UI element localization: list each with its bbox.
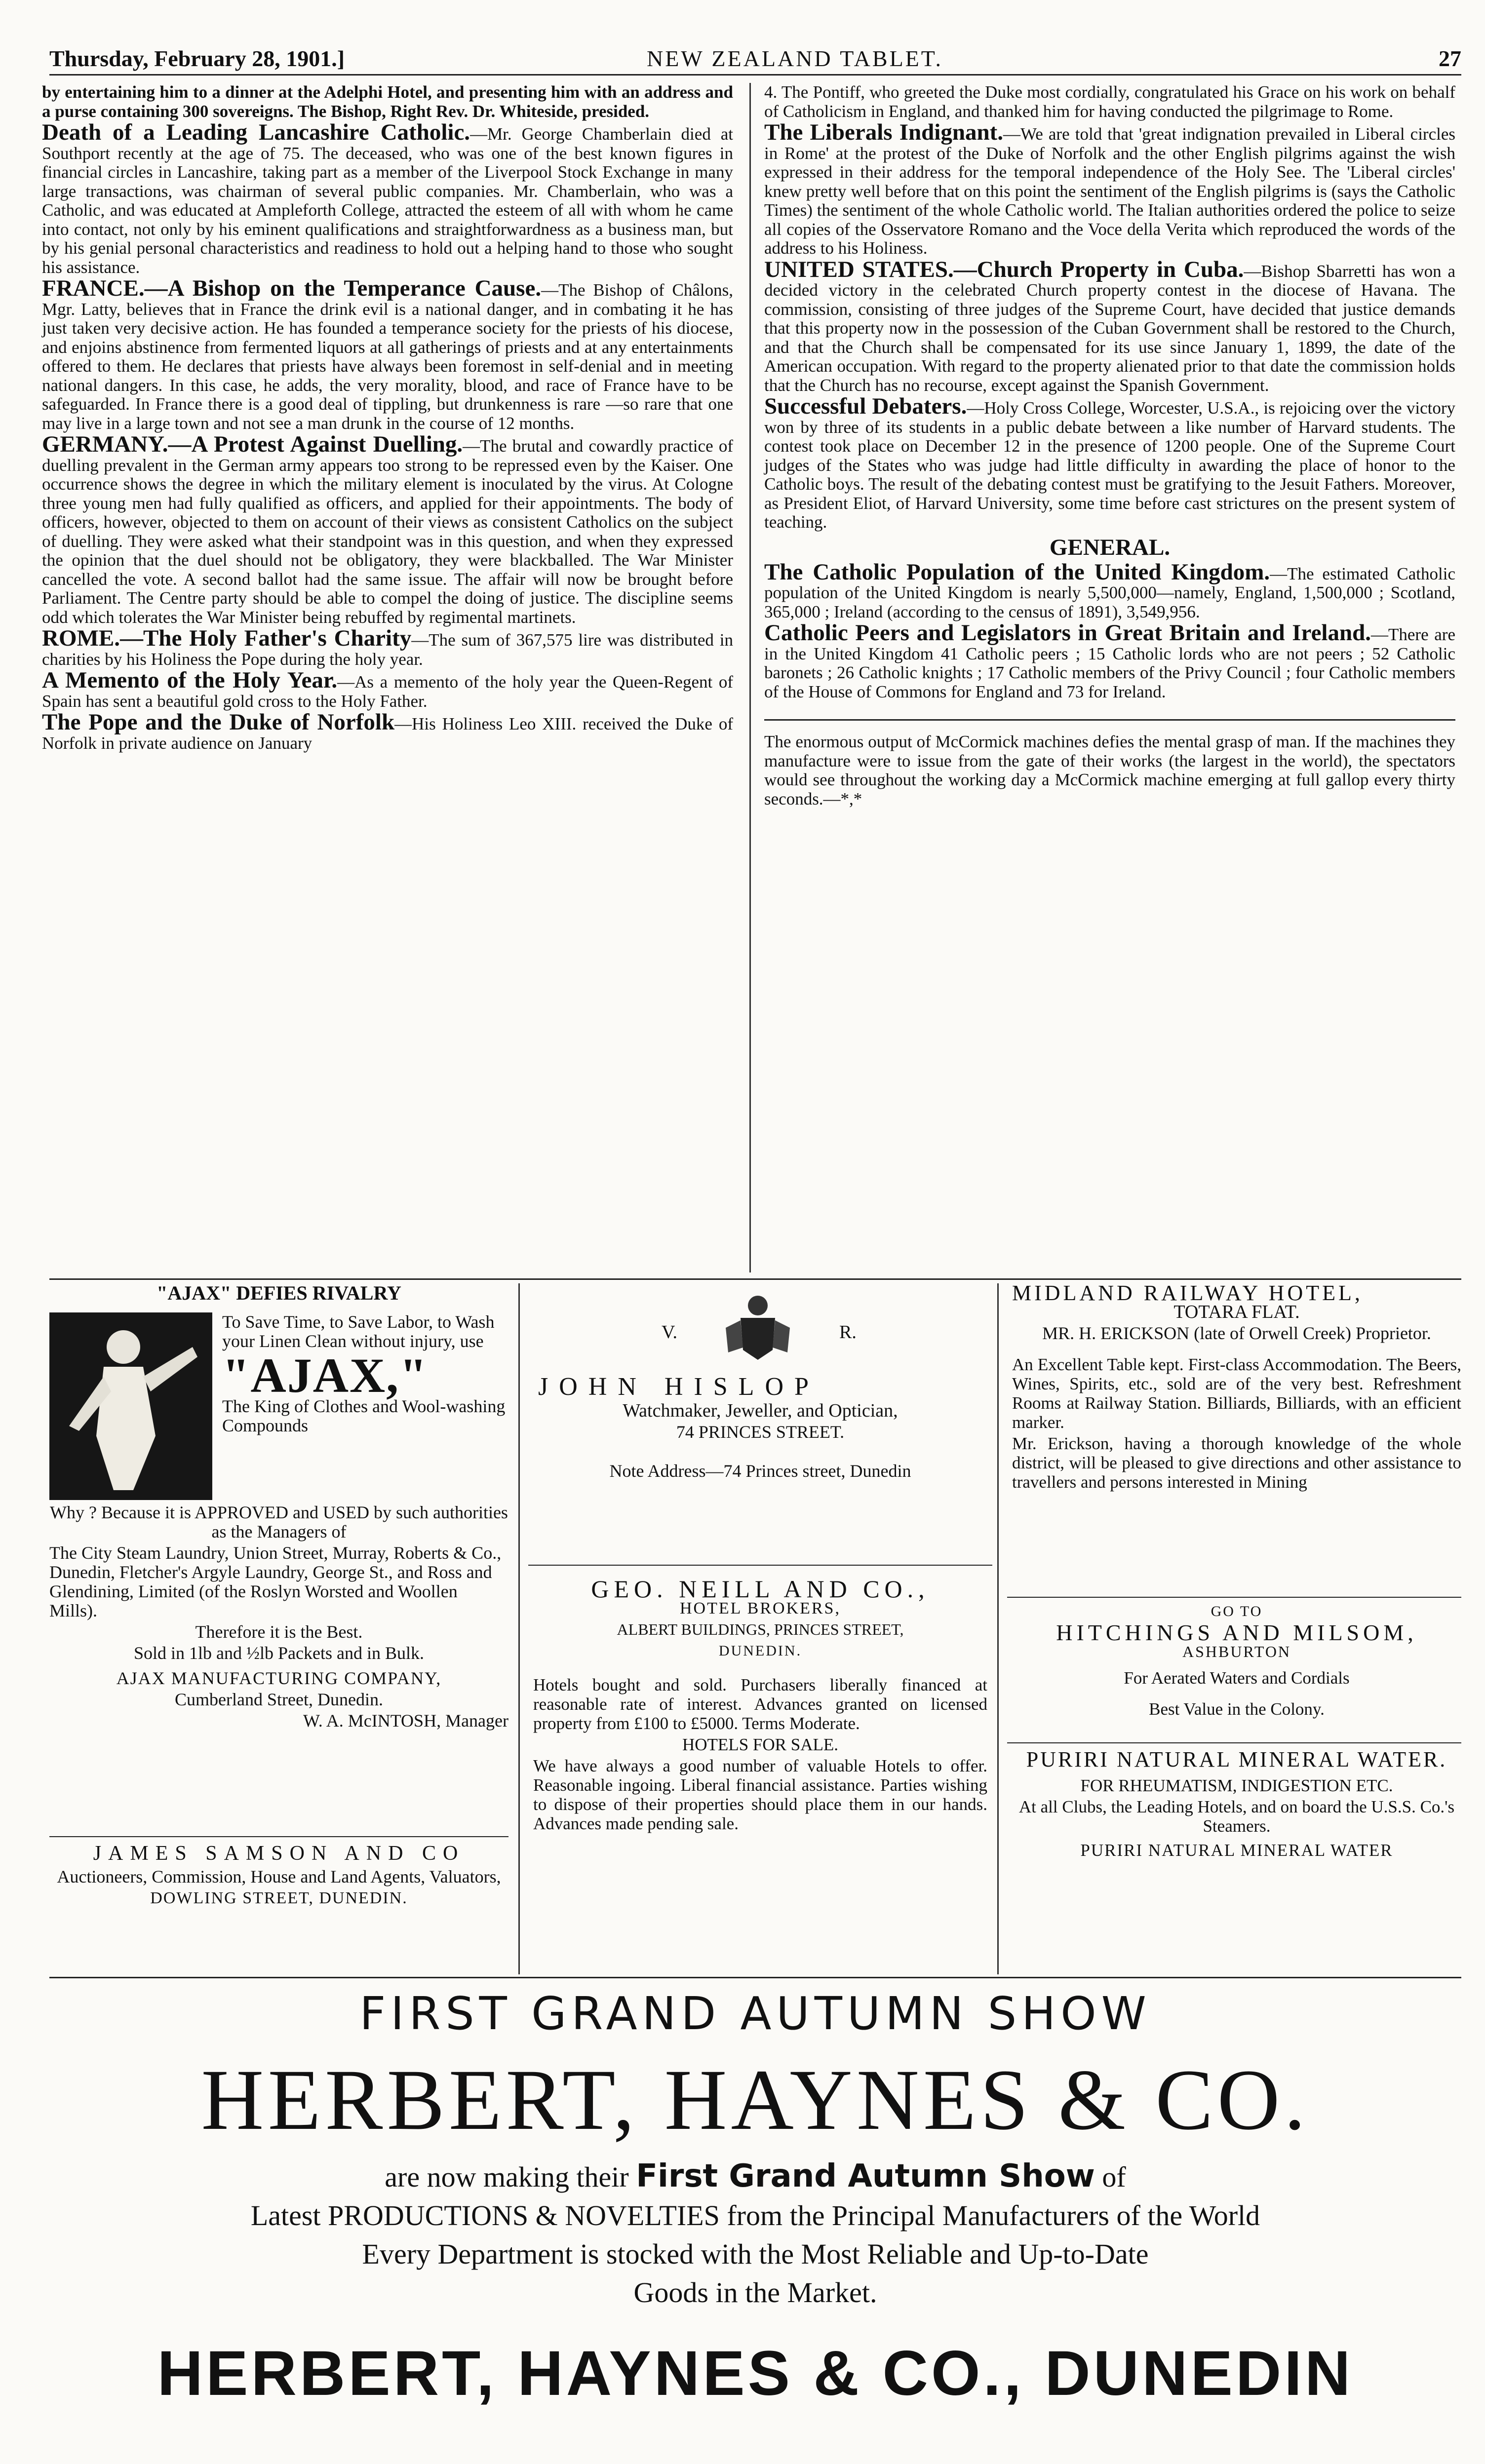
neill-sale-title: HOTELS FOR SALE. (682, 1735, 838, 1754)
midland-place: TOTARA FLAT. (1173, 1302, 1300, 1322)
herbert-footer: HERBERT, HAYNES & CO., DUNEDIN (157, 2338, 1354, 2409)
ajax-intro: To Save Time, to Save Labor, to Wash your Linen Clean without injury, use (222, 1312, 495, 1351)
article-rome-charity: ROME.—The Holy Father's Charity—The sum of 367,575 lire was distributed in charities by his Holiness the Pope during the holy year. (42, 625, 733, 669)
hislop-trade: Watchmaker, Jeweller, and Optician, (623, 1400, 898, 1421)
ajax-tagline: The King of Clothes and Wool-washing Compounds (222, 1396, 506, 1435)
header-page-number: 27 (1439, 46, 1461, 71)
article-peers: Catholic Peers and Legislators in Great Britain and Ireland.—There are in the United Kingdom 41 Catholic peers ; 15 Catholic lords who are not peers ; 52 Catholic baronets ; 26 Catholic knights ; 17 Catholic members of the Privy Council ; four Catholic members of the House of Commons for England and 73 for Ireland. (764, 620, 1455, 701)
royal-arms-row (533, 1293, 987, 1367)
samson-name: JAMES SAMSON AND CO (93, 1842, 465, 1865)
article-heading: ROME.—The Holy Father's Charity (42, 625, 412, 651)
ad-hislop (533, 1293, 987, 1483)
article-continuation: by entertaining him to a dinner at the Adelphi Hotel, and presenting him with an address and a purse containing 300 sovereigns. The Bishop, Right Rev. Dr. Whiteside, presided. (42, 82, 733, 121)
herbert-line2: Latest PRODUCTIONS & NOVELTIES from the Principal Manufacturers of the World (250, 2199, 1260, 2232)
samson-line2: DOWLING STREET, DUNEDIN. (150, 1889, 408, 1907)
puriri-name: PURIRI NATURAL MINERAL WATER. (1026, 1747, 1447, 1771)
neill-address: ALBERT BUILDINGS, PRINCES STREET, (617, 1620, 904, 1638)
header-title: NEW ZEALAND TABLET. (647, 46, 943, 71)
ajax-headline: "AJAX" DEFIES RIVALRY (156, 1282, 401, 1304)
neill-text1: Hotels bought and sold. Purchasers liberally financed at reasonable rate of interest. Advances granted on licensed property from £100 to £5000. Terms Moderate. (533, 1675, 987, 1733)
article-heading: UNITED STATES.—Church Property in Cuba. (764, 256, 1244, 282)
hitchings-place: ASHBURTON (1182, 1643, 1291, 1660)
hislop-street: 74 PRINCES STREET. (676, 1422, 845, 1442)
ads-top-rule (49, 1278, 1461, 1280)
ad-samson (49, 1844, 508, 1910)
article-heading: The Pope and the Duke of Norfolk (42, 709, 395, 735)
herbert-line3: Every Department is stocked with the Most Reliable and Up-to-Date (362, 2238, 1149, 2270)
ajax-figure-illustration (49, 1312, 212, 1500)
article-liberals: The Liberals Indignant.—We are told that 'great indignation prevailed in Liberal circles in Rome' at the protest of the Duke of Norfolk and the other English pilgrims against the wish expressed in their address for the temporal independence of the Holy See. The 'Liberal circles' knew pretty well before that on this point the sentiment of the English pilgrims is (says the Catholic Times) the sentiment of the whole Catholic world. The Italian authorities ordered the police to seize all copies of the Osservatore Romano and the Voce della Verita which reproduced the words of the address to his Holiness. (764, 119, 1455, 258)
vr-left: V. (662, 1322, 678, 1343)
ad-divider (528, 1565, 992, 1566)
ajax-company: AJAX MANUFACTURING COMPANY, (116, 1668, 442, 1688)
article-norfolk: The Pope and the Duke of Norfolk—His Holiness Leo XIII. received the Duke of Norfolk in private audience on January (42, 709, 733, 753)
ajax-brand: "AJAX," (222, 1348, 428, 1403)
herbert-line4: Goods in the Market. (633, 2276, 877, 2309)
samson-line1: Auctioneers, Commission, House and Land Agents, Valuators, (57, 1867, 501, 1886)
ajax-manager: W. A. McINTOSH, Manager (303, 1711, 508, 1731)
right-column (764, 83, 1455, 810)
article-heading: Successful Debaters. (764, 393, 967, 419)
article-cuba: UNITED STATES.—Church Property in Cuba.—Bishop Sbarretti has won a decided victory in the celebrated Church property contest in the diocese of Havana. The commission, consisting of three judges of the Supreme Court, have decided that justice demands that this property now in the possession of the Cuban Government shall be restored to the Church, and that the Church shall be compensated for its use since January 1, 1899, the date of the American occupation. With regard to the property alienated prior to that date the commission holds that the Church has no recourse, except against the Spanish Government. (764, 256, 1455, 395)
hitchings-name: HITCHINGS AND MILSOM, (1056, 1620, 1417, 1645)
neill-name: GEO. NEILL AND CO., (591, 1575, 930, 1603)
article-heading: The Liberals Indignant. (764, 119, 1004, 145)
ads-column-divider (997, 1283, 999, 1974)
article-heading: A Memento of the Holy Year. (42, 667, 338, 693)
hitchings-line: For Aerated Waters and Cordials (1124, 1668, 1350, 1688)
header-date: Thursday, February 28, 1901.] (49, 46, 345, 71)
ajax-sold: Sold in 1lb and ½lb Packets and in Bulk. (134, 1643, 424, 1663)
ad-midland (1012, 1283, 1461, 1494)
puriri-footer: PURIRI NATURAL MINERAL WATER (1080, 1841, 1393, 1860)
ajax-why: Why ? Because it is APPROVED and USED by such authorities as the Managers of (50, 1502, 508, 1541)
article-chamberlain: Death of a Leading Lancashire Catholic.—Mr. George Chamberlain died at Southport recently at the age of 75. The deceased, who was one of the best known figures in financial circles in Lancashire, taking part as a member of the Liverpool Stock Exchange in many large transactions, was chairman of several public companies. Mr. Chamberlain, who was a Catholic, and was educated at Ampleforth College, attracted the esteem of all with whom he came into contact, not only by his eminent qualifications and straightforwardness as a business man, but by his genial personal characteristics and readiness to hold out a helping hand to those who sought his assistance. (42, 119, 733, 277)
puriri-line2: At all Clubs, the Leading Hotels, and on board the U.S.S. Co.'s Steamers. (1018, 1797, 1455, 1836)
neill-text2: We have always a good number of valuable Hotels to offer. Reasonable ingoing. Liberal financial assistance. Parties wishing to dispose of their properties should place them in our hands. Advances made pending sale. (533, 1756, 987, 1833)
hitchings-goto: GO TO (1211, 1603, 1263, 1619)
herbert-line1: are now making their First Grand Autumn Show of (385, 2158, 1126, 2194)
royal-coat-of-arms-icon (721, 1293, 795, 1362)
ad-herbert-haynes (49, 1984, 1461, 2411)
hitchings-best: Best Value in the Colony. (1149, 1699, 1325, 1719)
washerwoman-figure-icon (49, 1312, 212, 1500)
section-title-general: GENERAL. (1049, 534, 1171, 560)
article-france: FRANCE.—A Bishop on the Temperance Cause.—The Bishop of Châlons, Mgr. Latty, believes that in France the drink evil is a national danger, and in combating it he has just taken very decisive action. He has founded a temperance society for the priests of his diocese, and enjoins abstinence from fermented liquors at all gatherings of priests and at any entertainments offered to them. He declares that priests have always been foremost in self-denial and in meeting national dangers. In this case, he adds, the very morality, blood, and race of France have to be safeguarded. In France there is a good deal of tippling, but drunkenness is rare —so rare that one may live in a large town and not see a man drunk in the course of 12 months. (42, 275, 734, 433)
neill-city: DUNEDIN. (718, 1643, 802, 1659)
hislop-name: JOHN HISLOP (538, 1373, 820, 1401)
ajax-list: The City Steam Laundry, Union Street, Murray, Roberts & Co., Dunedin, Fletcher's Argyle Laundry, George St., and Ross and Glendining, Limited (of the Roslyn Worsted and Woollen Mills). (49, 1543, 502, 1620)
header-rule (49, 74, 1461, 76)
article-memento: A Memento of the Holy Year.—As a memento of the holy year the Queen-Regent of Spain has sent a beautiful gold cross to the Holy Father. (42, 667, 733, 711)
left-column (42, 83, 733, 755)
article-heading: Catholic Peers and Legislators in Great Britain and Ireland. (764, 620, 1371, 646)
ad-neill (533, 1575, 987, 1835)
column-divider (749, 83, 751, 1272)
vr-right: R. (839, 1322, 857, 1343)
ajax-address: Cumberland Street, Dunedin. (175, 1690, 383, 1709)
midland-text2: Mr. Erickson, having a thorough knowledge of the whole district, will be pleased to give directions and other assistance to travellers and persons interested in Mining (1012, 1434, 1461, 1492)
ad-ajax (49, 1283, 508, 1732)
herbert-company-name: HERBERT, HAYNES & CO. (201, 2052, 1310, 2148)
herbert-show-title: FIRST GRAND AUTUMN SHOW (359, 1987, 1151, 2040)
ad-divider (49, 1836, 508, 1837)
neill-trade: HOTEL BROKERS, (680, 1599, 841, 1617)
article-germany: GERMANY.—A Protest Against Duelling.—The brutal and cowardly practice of duelling prevalent in the German army appears too strong to be repressed even by the Kaiser. One occurrence shows the degree in which the military element is inoculated by the virus. At Cologne three young men had fully qualified as officers, and applied for their appointments. The body of officers, however, objected to them on account of their views as consistent Catholics on the subject of duelling. They were asked what their standpoint was in this question, and when they expressed the opinion that the duel should not be obligatory, they were blackballed. The War Minister cancelled the vote. A second ballot had the same issue. The affair will now be brought before Parliament. The Centre party should be able to compel the doing of justice. The discipline seems odd which tolerates the War Minister being rebuffed by regimental martinets. (42, 431, 733, 627)
ads-column-divider (518, 1283, 520, 1974)
article-heading: FRANCE.—A Bishop on the Temperance Cause. (42, 275, 542, 301)
midland-owner: MR. H. ERICKSON (late of Orwell Creek) Proprietor. (1042, 1323, 1431, 1343)
hislop-note: Note Address—74 Princes street, Dunedin (609, 1461, 911, 1481)
puriri-line1: FOR RHEUMATISM, INDIGESTION ETC. (1080, 1776, 1393, 1795)
article-heading: GERMANY.—A Protest Against Duelling. (42, 431, 463, 457)
midland-text: An Excellent Table kept. First-class Accommodation. The Beers, Wines, Spirits, etc., sold are of the very best. Refreshment Rooms at Railway Station. Billiards, Billiards, with an efficient marker. (1012, 1355, 1461, 1432)
ad-puriri (1012, 1747, 1461, 1862)
article-debaters: Successful Debaters.—Holy Cross College, Worcester, U.S.A., is rejoicing over the victory won by three of its students in a public debate between a like number of Harvard students. The contest took place on December 12 in the presence of 1200 people. One of the Supreme Court judges of the States who was judge had little difficulty in awarding the place of honor to the Catholic boys. The result of the debating contest must be gratifying to the Jesuit Fathers. Moreover, as President Eliot, of Harvard University, some time before cast strictures on the present system of teaching. (764, 393, 1455, 532)
herbert-top-rule (49, 1977, 1461, 1978)
ad-divider (1007, 1742, 1461, 1743)
article-population: The Catholic Population of the United Kingdom.—The estimated Catholic population of the United Kingdom is nearly 5,500,000—namely, England, 1,500,000 ; Scotland, 365,000 ; Ireland (according to the census of 1891), 3,549,956. (764, 559, 1456, 621)
ajax-best: Therefore it is the Best. (195, 1622, 363, 1642)
article-norfolk-continued: 4. The Pontiff, who greeted the Duke most cordially, congratulated his Grace on his work on behalf of Catholicism in England, and thanked him for having conducted the pilgrimage to Rome. (764, 82, 1455, 121)
page-header (49, 45, 1461, 75)
section-rule (764, 719, 1455, 721)
ad-divider (1007, 1597, 1461, 1598)
article-heading: The Catholic Population of the United Kingdom. (764, 559, 1270, 585)
article-mccormick: The enormous output of McCormick machines defies the mental grasp of man. If the machines they manufacture were to issue from the gate of their works (the largest in the world), the spectators would see throughout the working day a McCormick machine emerging at full gallop every thirty seconds.—*,* (764, 732, 1455, 808)
ad-hitchings (1012, 1602, 1461, 1721)
midland-name: MIDLAND RAILWAY HOTEL, (1012, 1281, 1363, 1305)
article-heading: Death of a Leading Lancashire Catholic. (42, 119, 470, 145)
